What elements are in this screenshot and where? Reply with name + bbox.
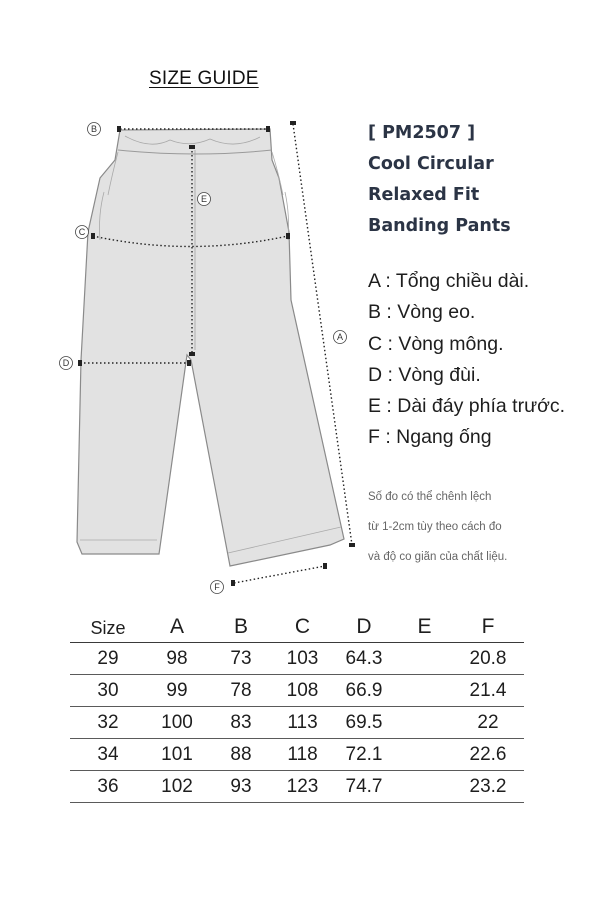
header-d: D: [356, 615, 372, 638]
header-f: F: [481, 615, 495, 638]
svg-text:D: D: [62, 358, 70, 368]
svg-text:F: F: [214, 582, 220, 592]
header-a: A: [169, 615, 184, 638]
table-row: [70, 707, 524, 739]
svg-text:A: A: [336, 332, 344, 342]
pants-silhouette: [77, 129, 344, 566]
table-header-row: [70, 606, 524, 643]
product-name-line: Banding Pants: [368, 216, 511, 236]
table-row: [70, 643, 524, 675]
page-title: SIZE GUIDE: [149, 68, 259, 89]
table-cell: [397, 739, 452, 771]
header-b: B: [233, 615, 248, 638]
table-cell: 73: [230, 647, 252, 669]
legend-item-d: D : Vòng đùi.: [368, 363, 481, 386]
label-f-marker: [211, 581, 224, 594]
size-table: [70, 606, 524, 803]
product-info: [368, 118, 511, 242]
product-name-line: Cool Circular: [368, 154, 494, 174]
table-cell: 78: [230, 679, 252, 701]
legend-item-e: E : Dài đáy phía trước.: [368, 395, 566, 418]
note-line: Số đo có thể chênh lệch: [368, 491, 492, 503]
table-cell: [397, 707, 452, 739]
table-cell: [397, 643, 452, 675]
measurement-legend: [368, 266, 565, 454]
legend-item-b: B : Vòng eo.: [368, 301, 476, 324]
legend-item-f: F : Ngang ống: [368, 426, 492, 449]
table-cell: [397, 771, 452, 803]
table-cell: 69.5: [345, 711, 383, 733]
table-cell: [397, 675, 452, 707]
table-cell: 108: [286, 679, 319, 701]
table-cell: 99: [166, 679, 188, 701]
table-cell: 20.8: [469, 647, 507, 669]
label-c-marker: [76, 226, 89, 239]
table-row: [70, 675, 524, 707]
header-c: C: [294, 615, 311, 638]
table-cell: 32: [97, 711, 119, 733]
table-cell: 30: [97, 679, 119, 701]
table-cell: 100: [161, 711, 193, 733]
table-cell: 118: [287, 743, 318, 765]
product-code: [ PM2507 ]: [368, 123, 476, 143]
table-cell: 98: [166, 647, 188, 669]
table-cell: 34: [97, 743, 119, 765]
label-b-marker: [88, 123, 101, 136]
svg-text:E: E: [200, 194, 208, 204]
table-cell: 123: [286, 775, 319, 797]
table-cell: 23.2: [469, 775, 507, 797]
label-a-marker: [334, 331, 347, 344]
table-cell: 88: [230, 743, 252, 765]
table-cell: 103: [286, 647, 319, 669]
table-cell: 113: [287, 711, 318, 733]
table-cell: 21.4: [469, 679, 507, 701]
label-d-marker: [60, 357, 73, 370]
table-cell: 36: [97, 775, 119, 797]
table-cell: 93: [230, 775, 252, 797]
table-cell: 66.9: [345, 679, 383, 701]
table-row: [70, 771, 524, 803]
header-size: Size: [90, 618, 126, 638]
legend-item-c: C : Vòng mông.: [368, 332, 504, 355]
table-cell: 64.3: [345, 647, 383, 669]
legend-item-a: A : Tổng chiều dài.: [368, 270, 530, 292]
measurement-note: [368, 482, 507, 572]
table-cell: 72.1: [345, 743, 383, 765]
svg-text:C: C: [78, 227, 86, 237]
table-row: [70, 739, 524, 771]
label-e-marker: [198, 193, 211, 206]
table-cell: 83: [230, 711, 252, 733]
header-e: E: [417, 615, 432, 638]
table-cell: 102: [161, 775, 193, 797]
note-line: từ 1-2cm tùy theo cách đo: [368, 521, 502, 533]
table-cell: 29: [97, 647, 119, 669]
svg-text:B: B: [90, 124, 98, 134]
table-cell: 101: [161, 743, 193, 765]
product-name-line: Relaxed Fit: [368, 185, 480, 205]
table-cell: 22.6: [469, 743, 507, 765]
table-cell: 74.7: [345, 775, 383, 797]
table-cell: 22: [477, 711, 499, 733]
measure-line-f: [234, 566, 325, 583]
note-line: và độ co giãn của chất liệu.: [368, 551, 508, 563]
